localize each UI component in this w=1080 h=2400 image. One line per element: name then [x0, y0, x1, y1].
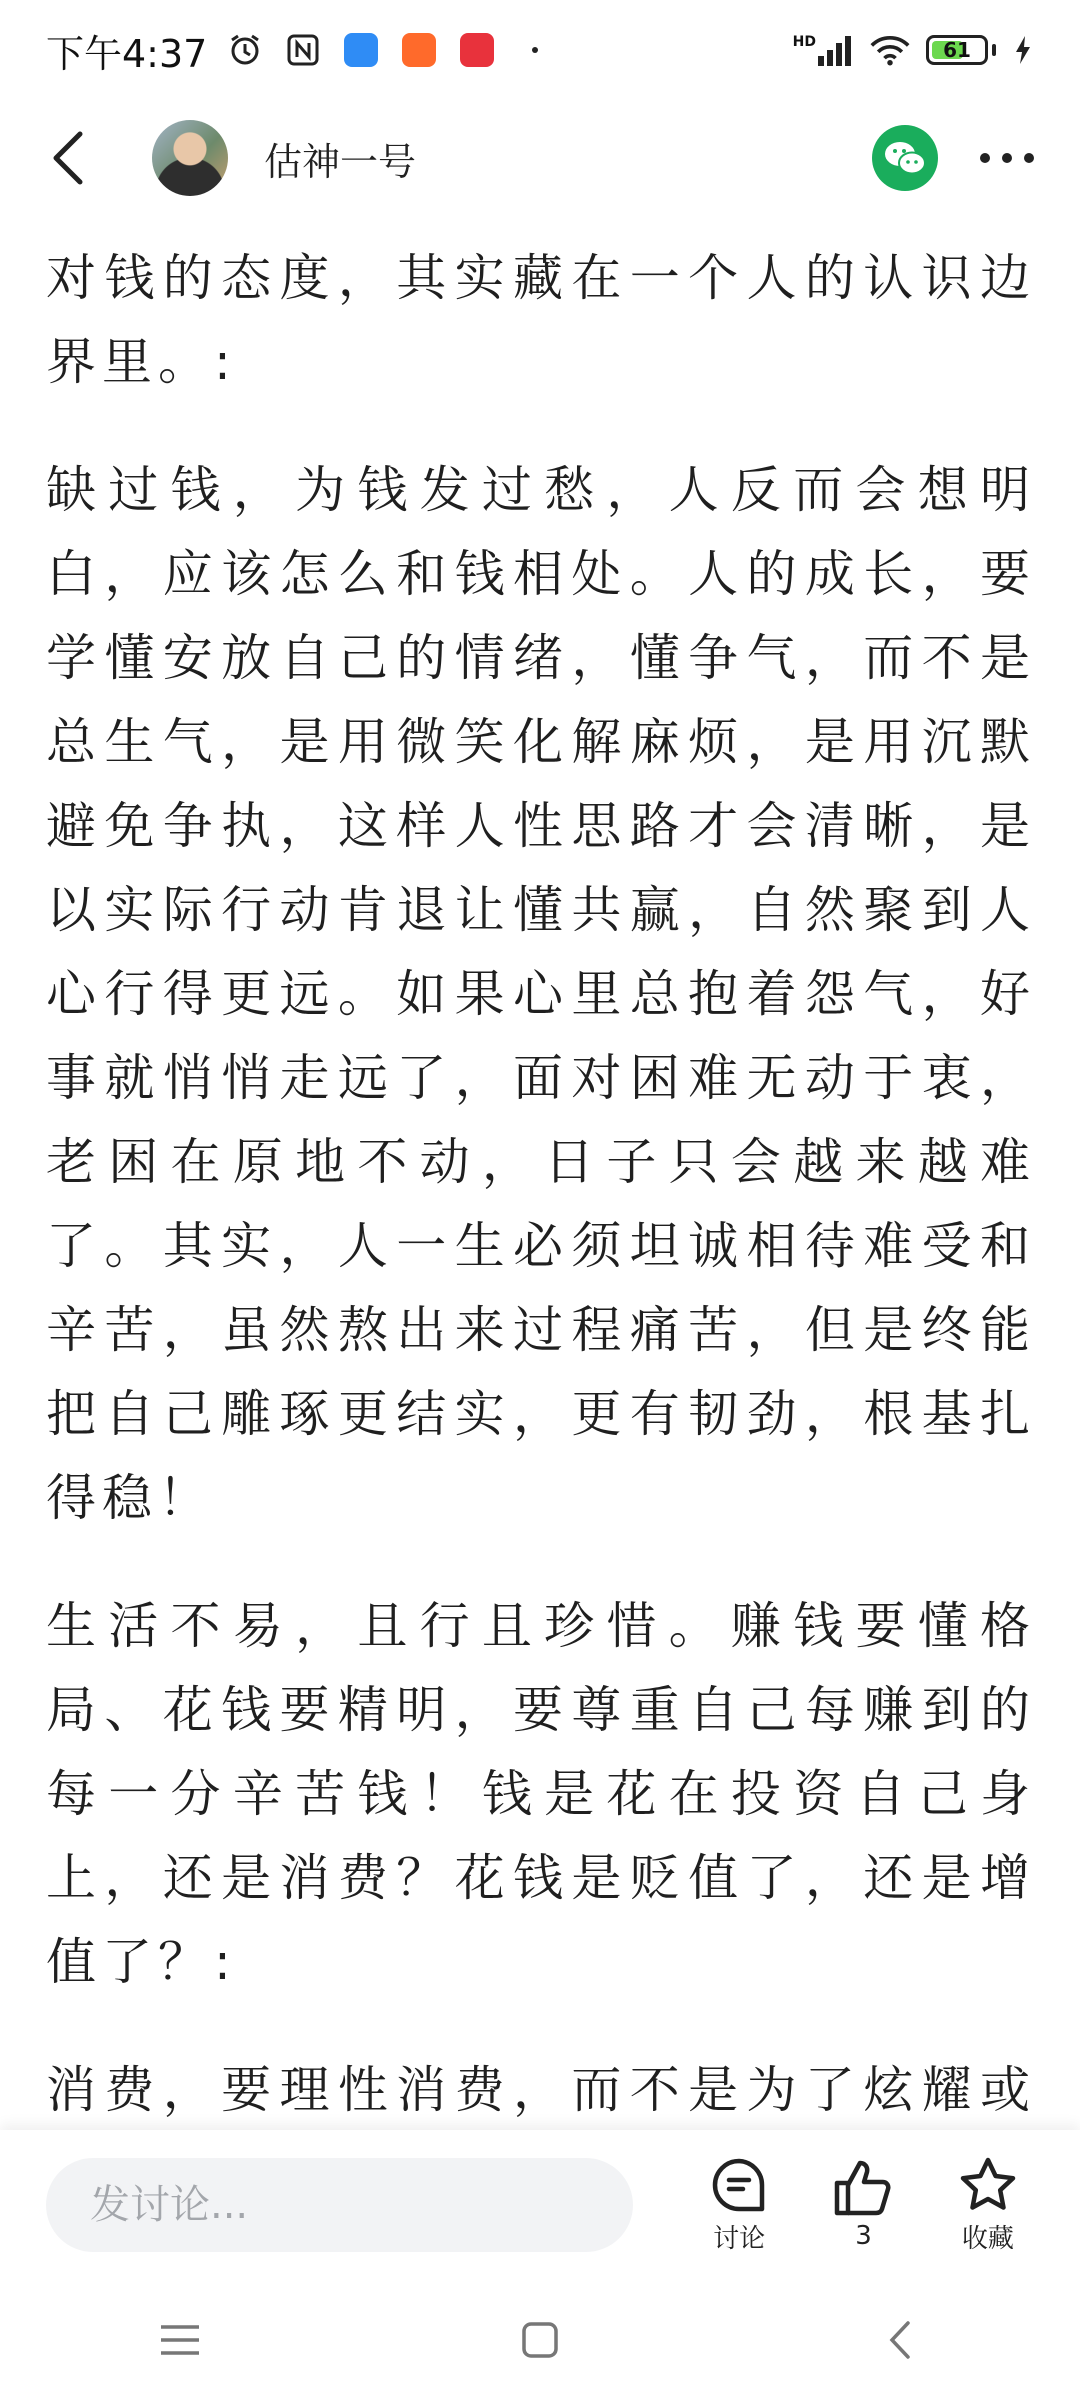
app-icon	[399, 30, 439, 70]
thumbs-up-icon	[833, 2159, 893, 2217]
author-name[interactable]: 估神一号	[264, 139, 417, 184]
nfc-icon	[283, 30, 323, 70]
battery-icon	[926, 35, 988, 65]
favorite-label: 收藏	[961, 2223, 1014, 2254]
charging-icon	[1012, 30, 1034, 70]
article-paragraph: 对钱的态度，其实藏在一个人的认识边界里。:	[46, 249, 1036, 391]
wechat-icon	[883, 139, 927, 177]
status-left	[46, 23, 555, 78]
article-paragraph: 缺过钱，为钱发过愁，人反而会想明白，应该怎么和钱相处。人的成长，要学懂安放自己的情绪，懂争气，而不是总生气，是用微笑化解麻烦，是用沉默避免争执，这样人性思路才会清晰，是以实际行动肯退让懂共赢，自然聚到人心行得更远。如果心里总抱着怨气，好事就悄悄走远了，面对困难无动于衷，老困在原地不动，日子只会越来越难了。其实，人一生必须坦诚相待难受和辛苦，虽然熬出来过程痛苦，但是终能把自己雕琢更结实，更有韧劲，根基扎得稳！	[46, 461, 1036, 1527]
system-nav-bar	[0, 2280, 1080, 2400]
discuss-input[interactable]	[46, 2158, 633, 2252]
app-icon	[341, 30, 381, 70]
more-icon	[979, 152, 1035, 164]
favorite-button[interactable]	[926, 2156, 1050, 2255]
discuss-button[interactable]	[677, 2156, 801, 2255]
home-icon	[521, 2321, 559, 2359]
article-paragraph: 生活不易，且行且珍惜。赚钱要懂格局、花钱要精明，要尊重自己每赚到的每一分辛苦钱！钱是花在投资自己身上，还是消费？花钱是贬值了，还是增值了？:	[46, 1597, 1036, 1991]
recents-button[interactable]	[120, 2300, 240, 2380]
wifi-icon	[870, 30, 910, 70]
action-bar	[0, 2130, 1080, 2280]
like-count: 3	[855, 2221, 872, 2251]
status-bar	[0, 0, 1080, 100]
discuss-icon	[710, 2156, 768, 2214]
app-icon	[457, 30, 497, 70]
wechat-share-button[interactable]	[872, 125, 938, 191]
discuss-label: 讨论	[713, 2223, 766, 2254]
battery-level: 61	[943, 38, 971, 62]
status-time: 下午4:37	[46, 31, 208, 76]
menu-icon	[159, 2323, 201, 2357]
back-arrow-icon	[48, 130, 88, 186]
dot-icon	[515, 30, 555, 70]
header	[0, 112, 1080, 204]
nav-back-button[interactable]	[840, 2300, 960, 2380]
battery-cap	[992, 44, 996, 56]
article-body	[46, 236, 1036, 2126]
back-icon	[888, 2320, 912, 2360]
more-button[interactable]	[972, 128, 1042, 188]
article-paragraph: 消费，要理性消费，而不是为了炫耀或	[46, 2061, 1036, 2119]
home-button[interactable]	[480, 2300, 600, 2380]
avatar[interactable]	[152, 120, 228, 196]
like-button[interactable]	[801, 2159, 925, 2251]
star-icon	[958, 2156, 1018, 2214]
back-button[interactable]	[38, 128, 98, 188]
signal-icon	[793, 34, 854, 66]
network-type: HD	[792, 34, 816, 50]
status-right	[793, 30, 1034, 70]
alarm-icon	[225, 30, 265, 70]
